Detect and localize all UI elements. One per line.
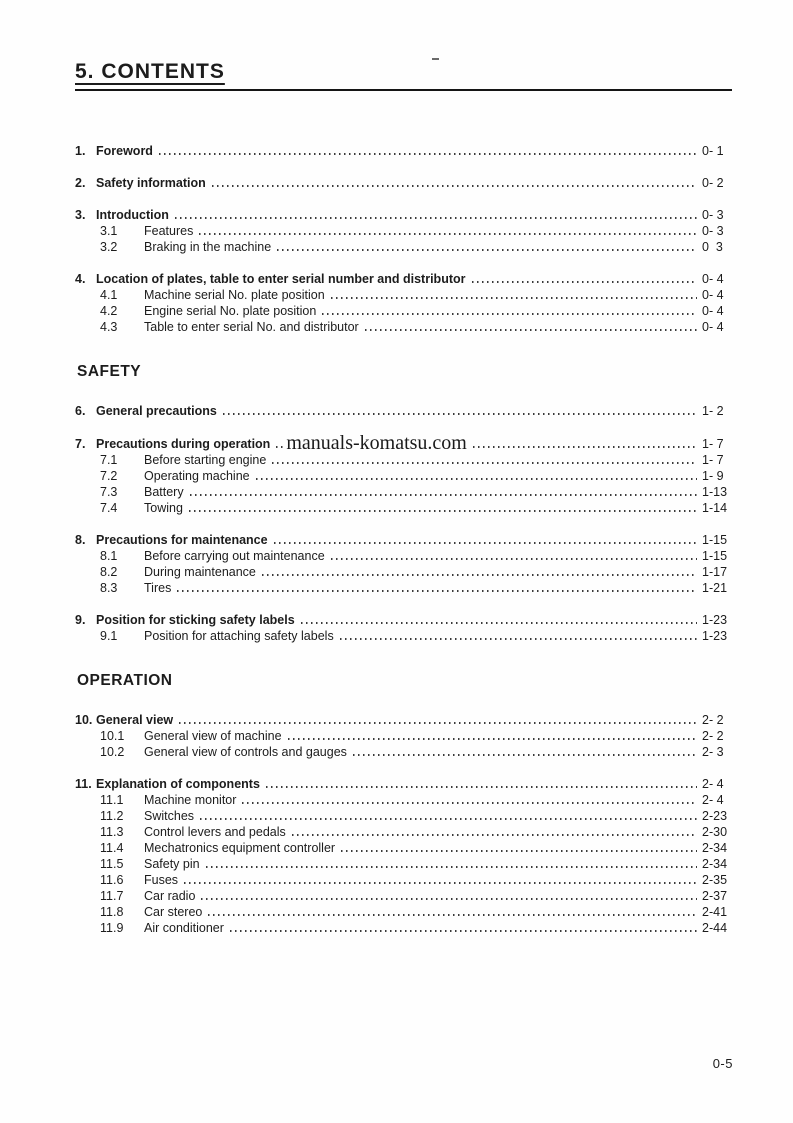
toc-entry — [75, 223, 732, 239]
dotted-leader — [159, 153, 697, 155]
toc-entry — [75, 239, 732, 255]
dotted-leader — [189, 510, 697, 512]
toc-entry-label: Control levers and pedals — [144, 825, 286, 839]
toc-entry — [75, 452, 732, 468]
toc-entry-number: 11.1 — [100, 793, 124, 807]
toc-group — [75, 271, 732, 335]
dotted-leader — [262, 574, 697, 576]
dotted-leader — [365, 329, 697, 331]
toc-entry-number: 4.1 — [100, 288, 118, 302]
toc-entry — [75, 468, 732, 484]
toc-entry-number: 3.1 — [100, 224, 118, 238]
toc-entry-label: Foreword — [96, 144, 153, 158]
toc-entry — [75, 840, 732, 856]
toc-entry-number: 10.2 — [100, 745, 125, 759]
toc-entry-label: Machine monitor — [144, 793, 237, 807]
footer-page-number: 0-5 — [712, 1056, 733, 1071]
dotted-leader — [212, 185, 697, 187]
dotted-leader — [353, 754, 697, 756]
toc-entry-page: 2- 2 — [702, 729, 724, 743]
toc-entry — [75, 548, 732, 564]
toc-entry-label: Position for sticking safety labels — [96, 613, 295, 627]
toc-entry-page: 2-44 — [702, 921, 728, 935]
toc-entry-page: 0- 1 — [702, 144, 724, 158]
toc-entry-number: 2. — [75, 176, 86, 190]
toc-entry-number: 8.3 — [100, 581, 118, 595]
toc-group — [75, 207, 732, 255]
toc-entry-page: 0- 4 — [702, 304, 724, 318]
toc-entry-number: 9. — [75, 613, 86, 627]
toc-entry — [75, 628, 732, 644]
toc-entry — [75, 500, 732, 516]
toc-entry-number: 9.1 — [100, 629, 118, 643]
toc-entry-number: 11.7 — [100, 889, 124, 903]
toc-entry-page: 2-34 — [702, 857, 728, 871]
toc-entry — [75, 744, 732, 760]
toc-entry — [75, 776, 732, 792]
toc-entry — [75, 712, 732, 728]
toc-entry-page: 1- 7 — [702, 437, 724, 451]
dotted-leader — [266, 786, 697, 788]
toc-entry-page: 1-15 — [702, 533, 728, 547]
toc-entry — [75, 207, 732, 223]
toc-entry — [75, 612, 732, 628]
toc-group — [75, 175, 732, 191]
toc-entry-label: Safety information — [96, 176, 206, 190]
toc-entry-page: 2- 4 — [702, 777, 724, 791]
toc-entry-page: 0- 4 — [702, 272, 724, 286]
toc-entry-label: Fuses — [144, 873, 179, 887]
toc-entry-page: 2-35 — [702, 873, 728, 887]
toc-entry-number: 7.3 — [100, 485, 118, 499]
toc-entry-number: 7.1 — [100, 453, 118, 467]
toc-entry — [75, 303, 732, 319]
toc-entry-number: 11.5 — [100, 857, 124, 871]
toc-entry-page: 1-13 — [702, 485, 728, 499]
toc-entry-label: General precautions — [96, 404, 217, 418]
toc-entry-number: 4. — [75, 272, 86, 286]
toc-entry-number: 8. — [75, 533, 86, 547]
dotted-leader — [301, 622, 697, 624]
dotted-leader — [331, 297, 697, 299]
toc-entry — [75, 143, 732, 159]
dotted-leader — [472, 281, 698, 283]
toc-entry-label: General view of machine — [144, 729, 282, 743]
toc-entry — [75, 888, 732, 904]
toc-entry-page: 1-17 — [702, 565, 728, 579]
toc-group — [75, 143, 732, 159]
toc-entry-page: 1- 2 — [702, 404, 724, 418]
toc-entry-page: 0- 2 — [702, 176, 724, 190]
toc-entry-page: 2-30 — [702, 825, 728, 839]
toc-entry-label: Table to enter serial No. and distributor — [144, 320, 359, 334]
toc-entry-label: During maintenance — [144, 565, 256, 579]
toc-entry-label: General view of controls and gauges — [144, 745, 347, 759]
toc-entry-number: 1. — [75, 144, 86, 158]
dotted-leader — [272, 462, 697, 464]
contents-header — [75, 60, 732, 91]
toc-entry — [75, 432, 732, 454]
toc-entry-label: Machine serial No. plate position — [144, 288, 325, 302]
toc-entry-label: Mechatronics equipment controller — [144, 841, 336, 855]
toc-entry-page: 0 3 — [702, 240, 723, 254]
page-content — [75, 60, 732, 952]
toc-entry-number: 10. — [75, 713, 93, 727]
toc-entry-page: 0- 4 — [702, 320, 724, 334]
dotted-leader — [322, 313, 697, 315]
toc-entry-page: 2-41 — [702, 905, 728, 919]
toc-entry-number: 11.2 — [100, 809, 124, 823]
toc-entry-number: 11.3 — [100, 825, 124, 839]
toc-entry — [75, 532, 732, 548]
toc-entry-label: Car radio — [144, 889, 196, 903]
toc-entry-page: 1-23 — [702, 629, 728, 643]
toc-entry-label: Introduction — [96, 208, 169, 222]
toc-entry — [75, 872, 732, 888]
dotted-leader — [177, 590, 697, 592]
toc-group — [75, 403, 732, 419]
dotted-leader — [223, 413, 697, 415]
toc-entry — [75, 728, 732, 744]
toc-group — [75, 532, 732, 596]
toc-entry-page: 2-37 — [702, 889, 728, 903]
toc-entry-number: 10.1 — [100, 729, 125, 743]
page-title: 5. CONTENTS — [75, 60, 225, 83]
toc-entry-label: Before starting engine — [144, 453, 267, 467]
toc-entry-label: Precautions during operation — [96, 437, 271, 451]
dotted-leader — [277, 249, 697, 251]
toc-entry-number: 7. — [75, 437, 86, 451]
toc-entry-number: 7.4 — [100, 501, 118, 515]
dotted-leader — [292, 834, 697, 836]
toc-entry-page: 1- 9 — [702, 469, 724, 483]
toc-entry-page: 0- 3 — [702, 208, 724, 222]
toc-entry-label: Position for attaching safety labels — [144, 629, 334, 643]
dotted-leader — [230, 930, 697, 932]
toc-entry-number: 3. — [75, 208, 86, 222]
toc-entry — [75, 271, 732, 287]
toc-entry-number: 6. — [75, 404, 86, 418]
toc-entry-page: 2- 4 — [702, 793, 724, 807]
toc-group — [75, 612, 732, 644]
dotted-leader — [331, 558, 697, 560]
toc-entry-number: 11.4 — [100, 841, 124, 855]
toc-entry-label: Features — [144, 224, 194, 238]
toc-entry-number: 8.1 — [100, 549, 118, 563]
toc-entry — [75, 484, 732, 500]
dotted-leader — [288, 738, 697, 740]
toc-entry — [75, 792, 732, 808]
toc-entry-page: 1- 7 — [702, 453, 724, 467]
toc-entry-page: 1-21 — [702, 581, 728, 595]
toc-entry — [75, 564, 732, 580]
toc-entry — [75, 580, 732, 596]
toc-entry-label: Operating machine — [144, 469, 250, 483]
toc-entry-number: 11. — [75, 777, 92, 791]
toc-entry-number: 4.3 — [100, 320, 118, 334]
toc-entry — [75, 904, 732, 920]
toc-entry-number: 11.6 — [100, 873, 124, 887]
toc-entry — [75, 824, 732, 840]
toc-entry-number: 3.2 — [100, 240, 118, 254]
toc-entry-page: 2- 3 — [702, 745, 724, 759]
toc-entry — [75, 287, 732, 303]
toc-entry-label: General view — [96, 713, 174, 727]
toc-entry-page: 2- 2 — [702, 713, 724, 727]
dotted-leader — [175, 217, 697, 219]
toc-entry-label: Tires — [144, 581, 172, 595]
toc-group — [75, 776, 732, 936]
toc-entry-label: Before carrying out maintenance — [144, 549, 325, 563]
toc-entry-number: 8.2 — [100, 565, 118, 579]
toc-entry-label: Braking in the machine — [144, 240, 272, 254]
toc-entry — [75, 319, 732, 335]
dotted-leader — [206, 866, 697, 868]
toc-entry-label: Switches — [144, 809, 195, 823]
dotted-leader — [274, 542, 697, 544]
dotted-leader — [256, 478, 697, 480]
dotted-leader — [208, 914, 697, 916]
dotted-leader — [276, 446, 286, 448]
toc-entry-number: 7.2 — [100, 469, 118, 483]
toc-entry — [75, 403, 732, 419]
toc-entry — [75, 175, 732, 191]
toc-entry-label: Engine serial No. plate position — [144, 304, 317, 318]
toc-entry-number: 11.9 — [100, 921, 124, 935]
toc-entry — [75, 856, 732, 872]
toc-entry-page: 2-34 — [702, 841, 728, 855]
dotted-leader — [200, 818, 697, 820]
toc-entry — [75, 920, 732, 936]
watermark-text: manuals-komatsu.com — [286, 432, 467, 454]
dotted-leader — [341, 850, 697, 852]
dotted-leader — [179, 722, 697, 724]
toc-entry-page: 1-14 — [702, 501, 728, 515]
toc-entry-page: 0- 4 — [702, 288, 724, 302]
toc-entry-label: Air conditioner — [144, 921, 224, 935]
section-heading: OPERATION — [77, 672, 173, 689]
dotted-leader — [184, 882, 697, 884]
toc-entry — [75, 808, 732, 824]
toc-entry-label: Safety pin — [144, 857, 200, 871]
toc-entry-page: 1-15 — [702, 549, 728, 563]
toc-entry-label: Car stereo — [144, 905, 203, 919]
toc-entry-page: 1-23 — [702, 613, 728, 627]
toc-entry-label: Towing — [144, 501, 183, 515]
dotted-leader — [201, 898, 697, 900]
table-of-contents — [75, 143, 732, 936]
toc-group — [75, 712, 732, 760]
toc-entry-number: 11.8 — [100, 905, 124, 919]
toc-entry-label: Explanation of components — [96, 777, 260, 791]
toc-entry-label: Precautions for maintenance — [96, 533, 268, 547]
toc-entry-page: 2-23 — [702, 809, 728, 823]
dotted-leader — [199, 233, 697, 235]
toc-entry-label: Location of plates, table to enter serial number and distributor — [96, 272, 466, 286]
toc-entry-label: Battery — [144, 485, 184, 499]
section-heading: SAFETY — [77, 363, 142, 380]
toc-group — [75, 432, 732, 516]
toc-entry-number: 4.2 — [100, 304, 118, 318]
dotted-leader — [340, 638, 697, 640]
dotted-leader — [242, 802, 697, 804]
dotted-leader — [190, 494, 697, 496]
toc-entry-page: 0- 3 — [702, 224, 724, 238]
dotted-leader — [473, 446, 697, 448]
